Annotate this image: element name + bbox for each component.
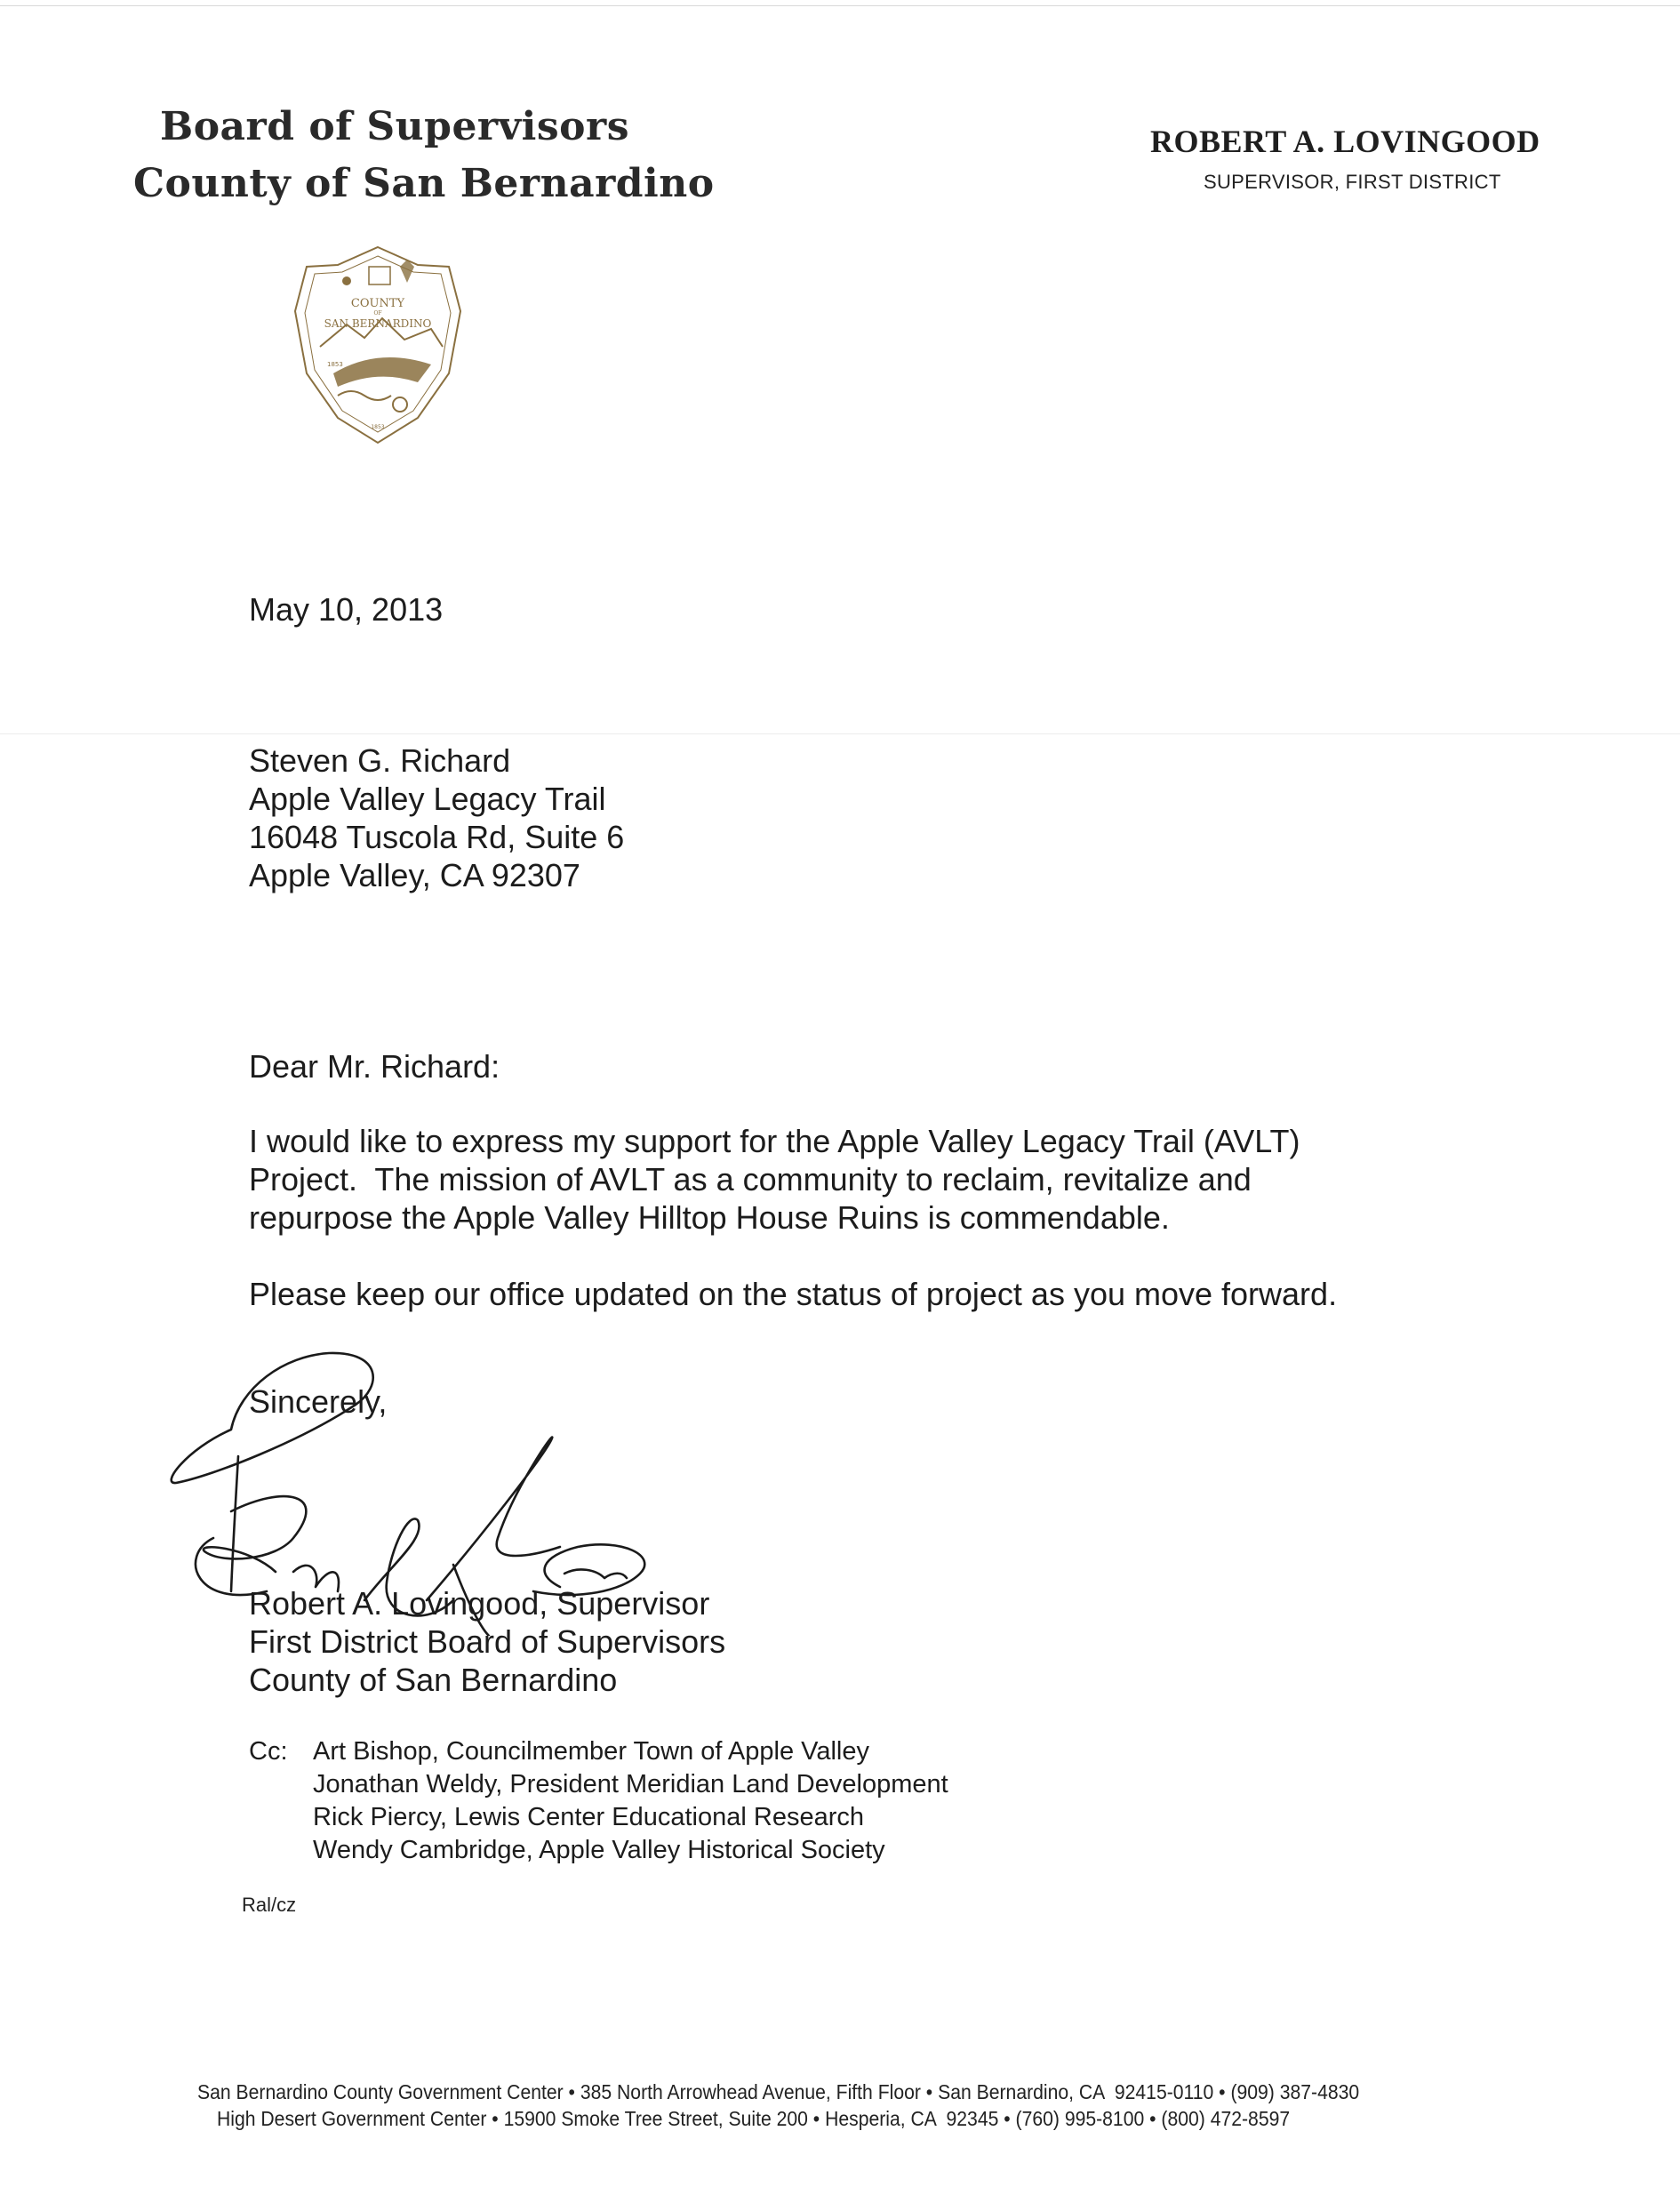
supervisor-title: SUPERVISOR, FIRST DISTRICT: [1204, 171, 1501, 193]
body-paragraph-2: Please keep our office updated on the status of project as you move forward.: [249, 1276, 1338, 1312]
body-paragraph-1: [249, 1122, 1300, 1237]
footer-l2-center: High Desert Government Center: [217, 2107, 487, 2130]
footer-l2-phone-2: (800) 472-8597: [1161, 2107, 1291, 2130]
cc-recipient: Rick Piercy, Lewis Center Educational Research: [313, 1803, 865, 1831]
footer-l2-city: Hesperia, CA 92345: [825, 2107, 999, 2130]
footer-line-1: [197, 2080, 1359, 2104]
recipient-street: 16048 Tuscola Rd, Suite 6: [249, 819, 625, 855]
recipient-address: [249, 741, 624, 894]
footer-separator: •: [812, 2107, 820, 2130]
footer-l2-address: 15900 Smoke Tree Street, Suite 200: [503, 2107, 808, 2130]
seal-text-name: SAN BERNARDINO: [324, 317, 432, 330]
seal-year-left: 1853: [327, 361, 343, 368]
footer-separator: •: [925, 2080, 933, 2103]
recipient-name: Steven G. Richard: [249, 742, 511, 779]
seal-text-of: OF: [373, 310, 382, 316]
scan-edge-top: [0, 5, 1680, 6]
letter-date: May 10, 2013: [249, 591, 444, 628]
body-paragraph-1-line-3: repurpose the Apple Valley Hilltop House Ruins is commendable.: [249, 1199, 1170, 1236]
footer-l1-address: 385 North Arrowhead Avenue, Fifth Floor: [580, 2080, 921, 2103]
footer-separator: •: [568, 2080, 575, 2103]
recipient-organization: Apple Valley Legacy Trail: [249, 781, 606, 817]
signer-line-2: First District Board of Supervisors: [249, 1623, 726, 1660]
seal-text-county: COUNTY: [350, 297, 405, 310]
cc-recipient: Art Bishop, Councilmember Town of Apple Valley: [313, 1737, 869, 1766]
fold-line: [0, 733, 1680, 734]
cc-list: [313, 1735, 948, 1867]
footer-separator: •: [492, 2107, 499, 2130]
footer-l1-center: San Bernardino County Government Center: [197, 2080, 564, 2103]
cc-label: Cc:: [249, 1737, 288, 1766]
cc-recipient: Jonathan Weldy, President Meridian Land Development: [313, 1770, 948, 1798]
supervisor-name: ROBERT A. LOVINGOOD: [1150, 124, 1540, 159]
cc-recipient: Wendy Cambridge, Apple Valley Historical Society: [313, 1836, 885, 1864]
letterhead-org-line2: County of San Bernardino: [133, 161, 715, 206]
footer-line-2: [217, 2107, 1290, 2131]
county-seal-icon: [284, 240, 471, 449]
footer-separator: •: [1004, 2107, 1011, 2130]
footer-l1-city: San Bernardino, CA 92415-0110: [938, 2080, 1214, 2103]
signer-line-3: County of San Bernardino: [249, 1662, 618, 1698]
salutation: Dear Mr. Richard:: [249, 1048, 500, 1085]
body-paragraph-1-line-1: I would like to express my support for the Apple Valley Legacy Trail (AVLT): [249, 1123, 1300, 1159]
footer-separator: •: [1149, 2107, 1156, 2130]
footer-separator: •: [1219, 2080, 1226, 2103]
signer-name-title: Robert A. Lovingood, Supervisor: [249, 1585, 710, 1622]
letterhead-org-line1: Board of Supervisors: [160, 104, 629, 149]
footer-l1-phone: (909) 387-4830: [1230, 2080, 1360, 2103]
closing: Sincerely,: [249, 1383, 388, 1420]
typist-initials: Ral/cz: [242, 1894, 297, 1916]
recipient-city: Apple Valley, CA 92307: [249, 857, 580, 893]
handwritten-signature-icon: [160, 1334, 747, 1636]
footer-l2-phone-1: (760) 995-8100: [1015, 2107, 1145, 2130]
seal-year-bottom: 1853: [371, 424, 385, 430]
body-paragraph-1-line-2: Project. The mission of AVLT as a community to reclaim, revitalize and: [249, 1161, 1252, 1198]
